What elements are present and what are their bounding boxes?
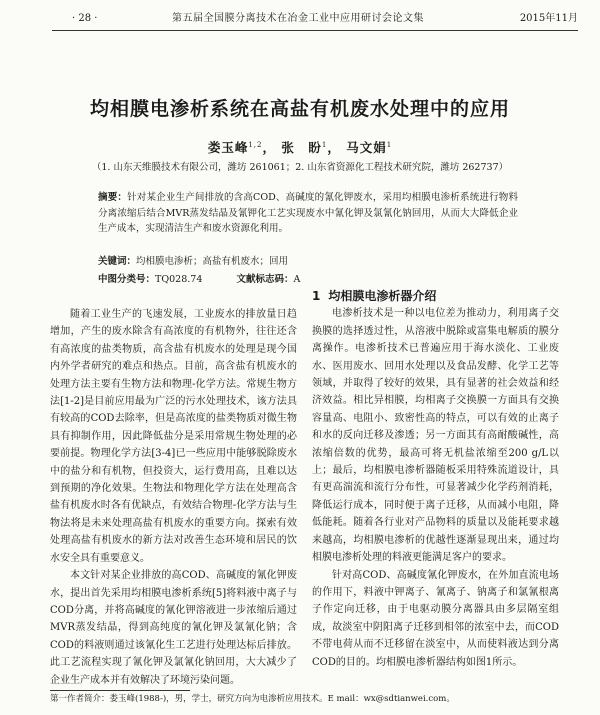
section-number: 1 — [312, 289, 321, 303]
keywords-text: 均相膜电渗析；高盐有机废水；回用 — [136, 256, 289, 267]
page-number: · 28 · — [72, 13, 98, 24]
author-affil-mark: 1 — [386, 140, 393, 149]
footnote-divider — [50, 690, 190, 691]
left-column — [50, 306, 297, 689]
journal-name: 第五届全国膜分离技术在冶金工业中应用研讨会论文集 — [172, 13, 424, 24]
author-name: 娄玉峰 — [207, 140, 249, 155]
right-column — [312, 288, 559, 671]
affiliation: （1. 山东天维膜技术有限公司，潍坊 261061；2. 山东省资源化工程技术研究院，潍坊 262737） — [91, 162, 509, 173]
running-header — [52, 8, 578, 31]
footnote: 第一作者简介：娄玉峰(1988-)，男，学士，研究方向为电渗析应用技术。E mail：wx@sdtianwei.com。 — [50, 694, 455, 704]
paper-title: 均相膜电渗析系统在高盐有机废水处理中的应用 — [89, 98, 510, 120]
abstract — [98, 190, 518, 237]
author-affil-mark: 1,2 — [248, 140, 263, 149]
clc-label: 中图分类号： — [98, 274, 156, 285]
author-name: 马文娟 — [346, 140, 387, 155]
abstract-text: 针对某企业生产间排放的含高COD、高碱度的氰化钾废水，采用均相膜电渗析系统进行物料分离浓缩后结合MVR蒸发结晶及氰钾化工艺实现废水中氰化钾及氯氰化钠回用，从而大大降低企业生产成本，实现清洁生产和废水资源化利用。 — [98, 192, 518, 234]
keywords-label: 关键词： — [98, 256, 137, 267]
author-name: 张 盼 — [281, 140, 322, 155]
keywords — [98, 254, 518, 269]
section-heading — [312, 288, 559, 305]
classification — [98, 272, 518, 287]
clc-value: TQ028.74 — [155, 274, 203, 285]
body-paragraph: 本文针对某企业排放的高COD、高碱度的氰化钾废水，提出首先采用均相膜电渗析系统[5]将料液中离子与COD分离，并将高碱度的氰化钾溶液进一步浓缩后通过MVR蒸发结晶，得到高纯度的氰化钾及氯氰化钠；含COD的料液则通过该氰化生工艺进行处理达标后排放。此工艺流程实现了氰化钾及氯氰化钠回用，大大减少了企业生产成本并有效解决了环境污染问题。 — [50, 570, 297, 686]
author-affil-mark: 1 — [321, 140, 328, 149]
publication-date: 2015年11月 — [519, 13, 578, 24]
body-paragraph: 随着工业生产的飞速发展，工业废水的排放量日趋增加，产生的废水除含有高浓度的有机物外，往往还含有高浓度的盐类物质，高含盐有机废水的处理是现今国内外学者研究的难点和热点。目前，高含盐有机废水的处理方法主要有生物方法和物理-化学方法。常规生物方法[1-2]是目前应用最为广泛的污水处理技术，该方法具有较高的COD去除率，但是高浓度的盐类物质对微生物具有抑制作用，因此降低盐分是采用常规生物处理的必要前提。物理化学方法[3-4]已一些应用中能够脱除废水中的盐分和有机物，但投资大，运行费用高，且难以达到预期的净化效果。生物法和物理化学方法在处理高含盐有机废水时各有优缺点，有效结合物理-化学方法与生物法将是未来处理高盐有机废水的重要方向。探索有效处理高盐有机废水的新方法对改善生态环境和居民的饮水安全具有重要意义。 — [50, 309, 297, 564]
author-list: 娄玉峰$^{1,2}$， 张 盼$^1$， 马文娟$^1$ — [207, 140, 393, 155]
doc-code-label: 文献标志码： — [236, 274, 294, 285]
body-paragraph: 电渗析技术是一种以电位差为推动力，利用离子交换膜的选择透过性，从溶液中脱除或富集电解质的膜分离操作。电渗析技术已普遍应用于海水淡化、工业废水、医用废水、回用水处理以及食品发酵、化学工艺等领域，并取得了较好的效果，具有显著的社会效益和经济效益。相比异相膜，均相离子交换膜一方面具有交换容量高、电阻小、致密性高的特点，可以有效的止离子和水的反向迁移及渗透；另一方面其有高耐酸碱性，高浓缩倍数的优势，最高可将无机盐浓缩至200 g/L以上；最后，均相膜电渗析器随板采用特殊流道设计，具有更高湍流和流行分布性，可显著减少化学药剂消耗，降低运行成本，同时便于离子迁移，从而减小电阻，降低能耗。随着各行业对产品物料的质量以及能耗要求越来越高，均相膜电渗析的优越性逐渐显现出来，通过均相膜电渗析处理的料液更能满足客户的要求。 — [312, 308, 559, 564]
abstract-label: 摘要： — [98, 192, 128, 203]
section-title: 均相膜电渗析器介绍 — [328, 289, 437, 303]
body-paragraph: 针对高COD、高碱度氰化钾废水，在外加直流电场的作用下，料液中钾离子、氰离子、钠离子和氯氰根离子作定向迁移，由于电驱动膜分离器具由多层隔室组成，故淡室中阴阳离子迁移到相邻的浓室中去，而COD不带电荷从而不迁移留在淡室中，从而使料液达到分离COD的目的。均相膜电渗析器结构如图1所示。 — [312, 569, 559, 668]
doc-code-value: A — [293, 274, 301, 285]
